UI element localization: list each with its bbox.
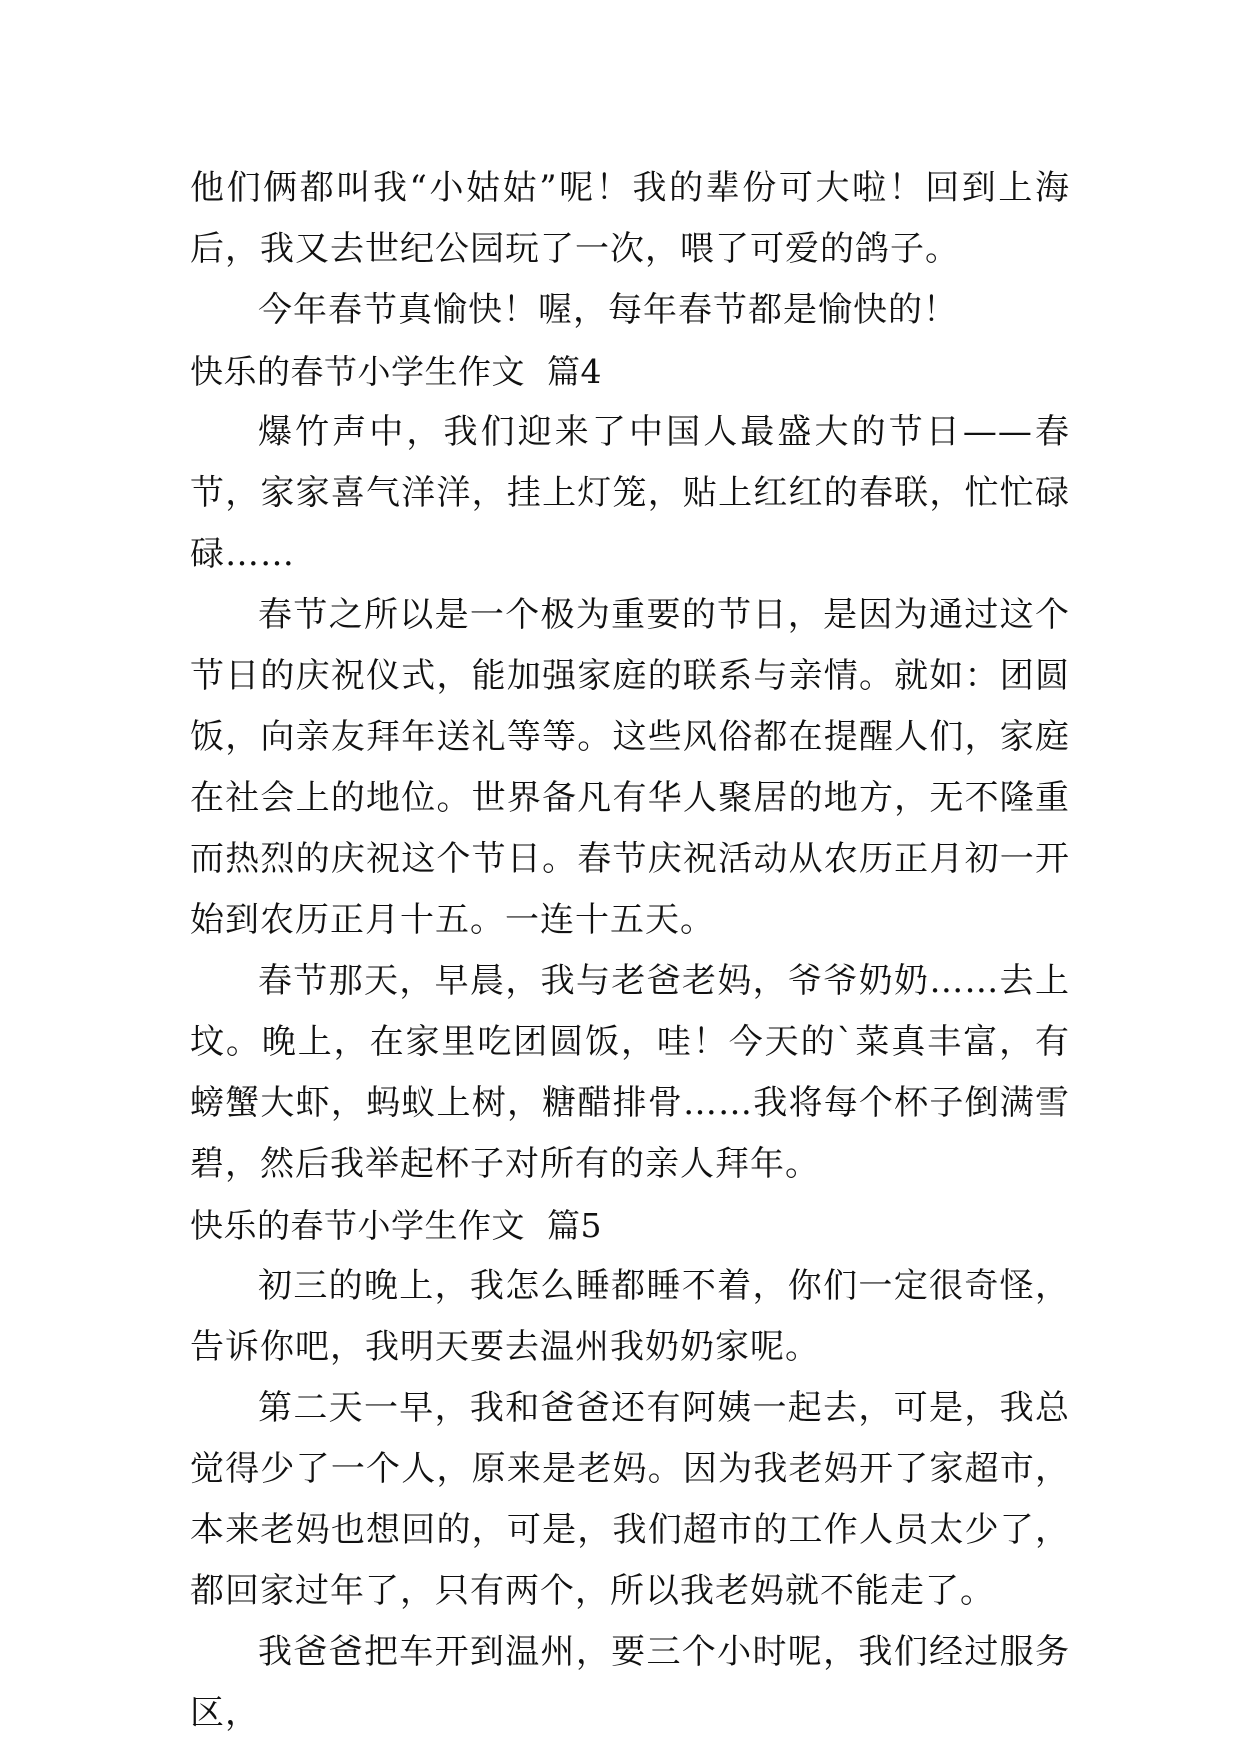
- section-heading: 快乐的春节小学生作文 篇5: [190, 1206, 602, 1245]
- paragraph: 我爸爸把车开到温州，要三个小时呢，我们经过服务区，: [190, 1632, 1070, 1733]
- paragraph: 他们俩都叫我“小姑姑”呢！我的辈份可大啦！回到上海后，我又去世纪公园玩了一次，喂了可爱的鸽子。: [190, 168, 1070, 269]
- paragraph: 初三的晚上，我怎么睡都睡不着，你们一定很奇怪，告诉你吧，我明天要去温州我奶奶家呢。: [190, 1266, 1070, 1367]
- paragraph: 春节那天，早晨，我与老爸老妈，爷爷奶奶……去上坟。晚上，在家里吃团圆饭，哇！今天的`菜真丰富，有螃蟹大虾，蚂蚁上树，糖醋排骨……我将每个杯子倒满雪碧，然后我举起杯子对所有的亲人拜年。: [190, 961, 1070, 1184]
- document-body: [190, 158, 1070, 1744]
- section-heading: 快乐的春节小学生作文 篇4: [190, 352, 602, 391]
- paragraph: 春节之所以是一个极为重要的节日，是因为通过这个节日的庆祝仪式，能加强家庭的联系与亲情。就如：团圆饭，向亲友拜年送礼等等。这些风俗都在提醒人们，家庭在社会上的地位。世界备凡有华人聚居的地方，无不隆重而热烈的庆祝这个节日。春节庆祝活动从农历正月初一开始到农历正月十五。一连十五天。: [190, 595, 1070, 940]
- paragraph: 第二天一早，我和爸爸还有阿姨一起去，可是，我总觉得少了一个人，原来是老妈。因为我老妈开了家超市，本来老妈也想回的，可是，我们超市的工作人员太少了，都回家过年了，只有两个，所以我老妈就不能走了。: [190, 1388, 1070, 1611]
- paragraph: 今年春节真愉快！喔，每年春节都是愉快的！: [258, 290, 958, 330]
- paragraph: 爆竹声中，我们迎来了中国人最盛大的节日——春节，家家喜气洋洋，挂上灯笼，贴上红红的春联，忙忙碌碌……: [190, 412, 1070, 574]
